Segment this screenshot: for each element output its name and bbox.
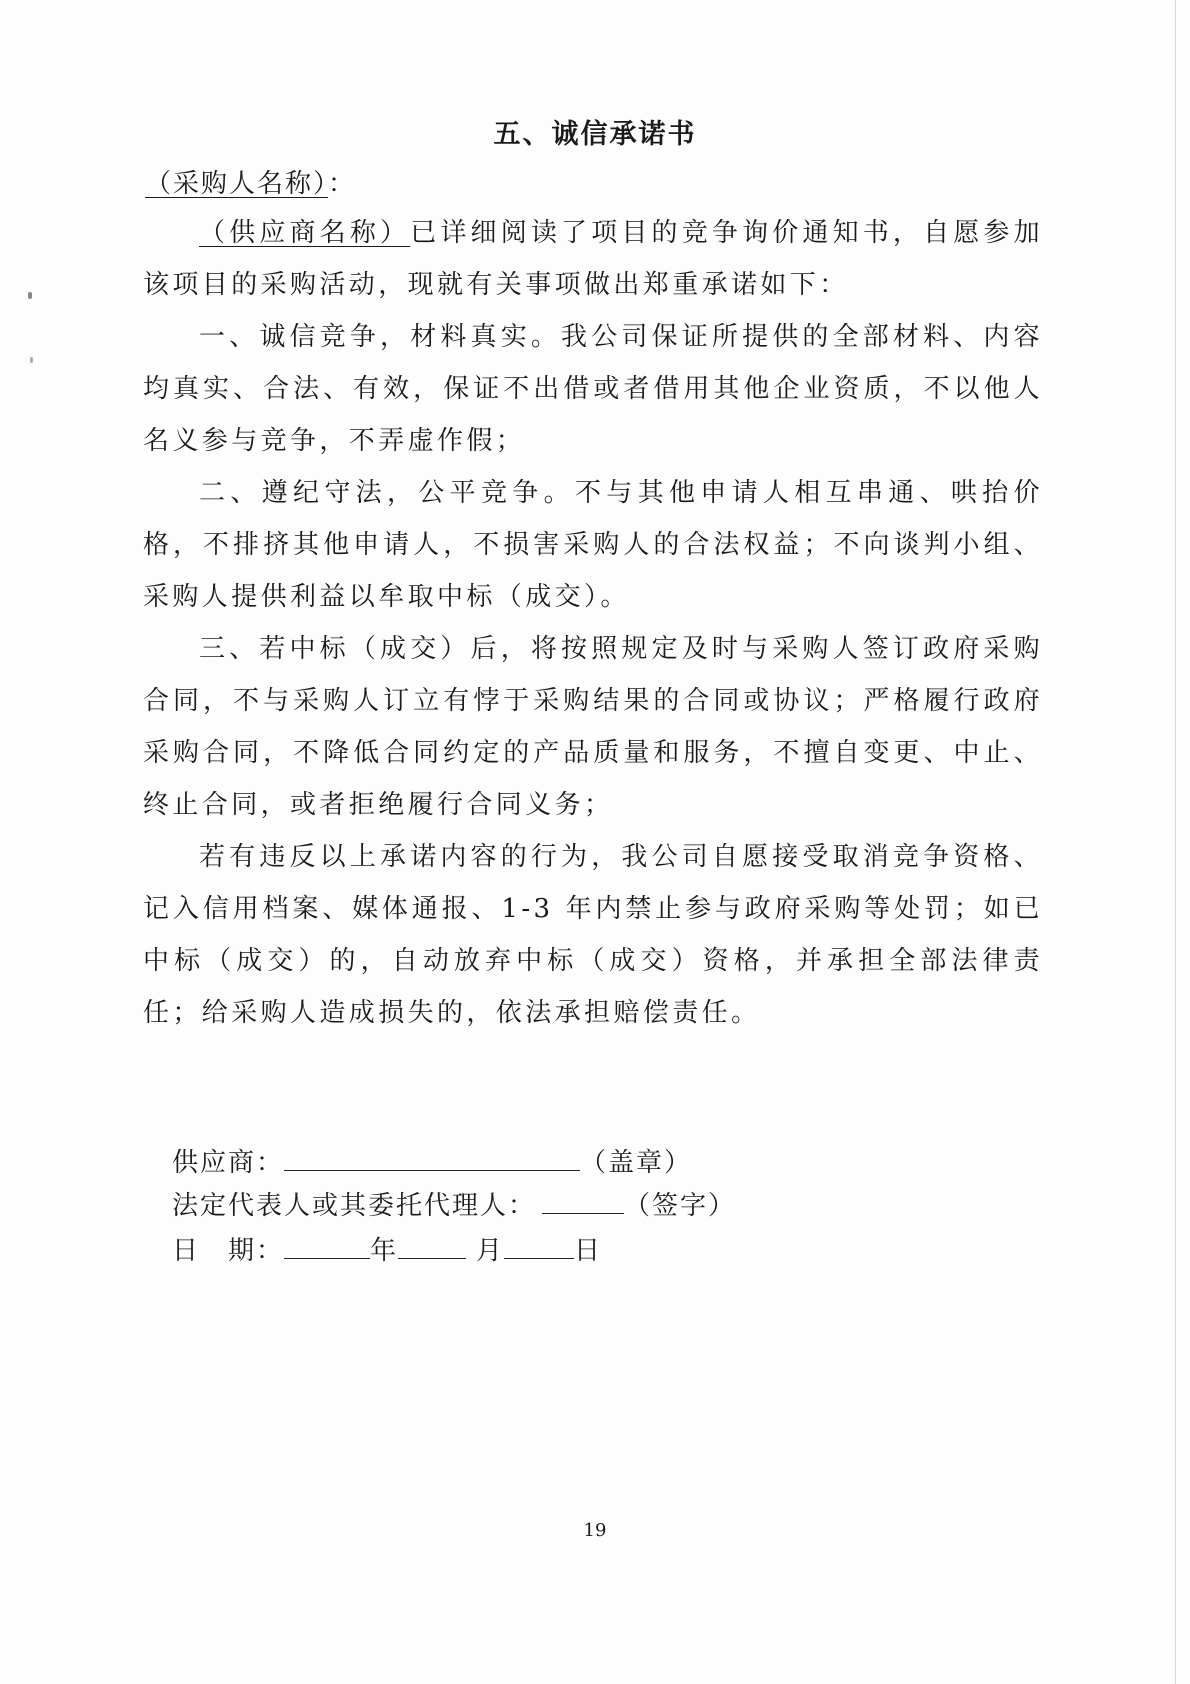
- year-blank[interactable]: [284, 1236, 370, 1259]
- supplier-blank[interactable]: [284, 1148, 580, 1171]
- scan-edge-line: [1175, 0, 1176, 1684]
- representative-signature-line: [172, 1185, 736, 1222]
- addressee-colon: ：: [328, 169, 357, 199]
- day-label: 日: [574, 1236, 603, 1266]
- year-label: 年: [370, 1236, 399, 1266]
- month-label: 月: [476, 1236, 505, 1266]
- paragraph-intro: [143, 207, 1043, 311]
- paragraph-honest-competition: 一、诚信竞争，材料真实。我公司保证所提供的全部材料、内容均真实、合法、有效，保证不出借或者借用其他企业资质，不以他人名义参与竞争，不弄虚作假；: [143, 322, 1043, 456]
- month-blank[interactable]: [398, 1236, 466, 1259]
- paragraph-contract-performance: 三、若中标（成交）后，将按照规定及时与采购人签订政府采购合同，不与采购人订立有悖于采购结果的合同或协议；严格履行政府采购合同，不降低合同约定的产品质量和服务，不擅自变更、中止、终止合同，或者拒绝履行合同义务；: [143, 634, 1043, 820]
- purchaser-name-placeholder: （采购人名称）: [145, 169, 329, 199]
- addressee-line: [145, 163, 356, 200]
- day-blank[interactable]: [504, 1236, 574, 1259]
- date-label: 日 期：: [172, 1236, 285, 1266]
- date-line: [172, 1230, 602, 1267]
- scan-speck: [30, 357, 33, 363]
- representative-blank[interactable]: [542, 1191, 624, 1214]
- seal-note: （盖章）: [580, 1148, 693, 1178]
- scan-speck: [28, 292, 32, 299]
- paragraph-violation-consequences: 若有违反以上承诺内容的行为，我公司自愿接受取消竞争资格、记入信用档案、媒体通报、1-3 年内禁止参与政府采购等处罚；如已中标（成交）的，自动放弃中标（成交）资格，并承担全部法律责任；给采购人造成损失的，依法承担赔偿责任。: [143, 842, 1043, 1028]
- supplier-name-placeholder: （供应商名称）: [199, 218, 411, 248]
- supplier-label: 供应商：: [172, 1148, 285, 1178]
- commitment-body: [143, 207, 1043, 1039]
- supplier-signature-line: [172, 1142, 692, 1179]
- document-title: 五、诚信承诺书: [493, 119, 697, 150]
- intro-text: 已详细阅读了项目的竞争询价通知书，自愿参加该项目的采购活动，现就有关事项做出郑重承诺如下：: [143, 218, 1043, 300]
- paragraph-fair-competition: 二、遵纪守法，公平竞争。不与其他申请人相互串通、哄抬价格，不排挤其他申请人，不损害采购人的合法权益；不向谈判小组、采购人提供利益以牟取中标（成交）。: [143, 478, 1043, 612]
- page-number: 19: [583, 1520, 607, 1541]
- representative-label: 法定代表人或其委托代理人：: [172, 1191, 537, 1221]
- signature-note: （签字）: [624, 1191, 737, 1221]
